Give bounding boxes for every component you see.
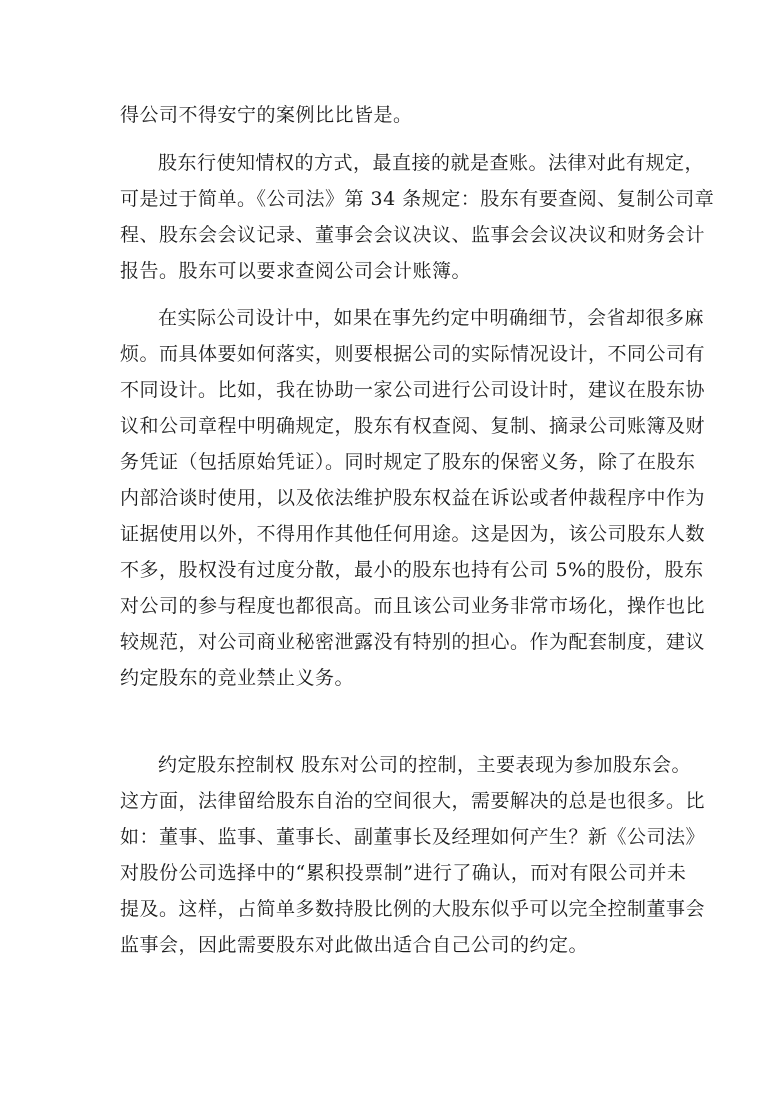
text-line: 对股份公司选择中的“累积投票制”进行了确认，而对有限公司并未 — [120, 862, 687, 884]
text-line: 务凭证（包括原始凭证）。同时规定了股东的保密义务，除了在股东 — [120, 451, 696, 473]
text-line: 证据使用以外，不得用作其他任何用途。这是因为，该公司股东人数 — [120, 523, 706, 545]
text-line: 不同设计。比如，我在协助一家公司进行公司设计时，建议在股东协 — [120, 379, 706, 401]
text-line: 这方面，法律留给股东自治的空间很大，需要解决的总是也很多。比 — [120, 790, 706, 812]
text-line: 约定股东的竞业禁止义务。 — [120, 667, 355, 689]
text-line: 对公司的参与程度也都很高。而且该公司业务非常市场化，操作也比 — [120, 595, 706, 617]
text-line: 可是过于简单。《公司法》第 34 条规定：股东有要查阅、复制公司章 — [120, 188, 715, 210]
paragraph-control-rights — [120, 747, 706, 963]
text-line: 约定股东控制权 股东对公司的控制，主要表现为参加股东会。 — [158, 754, 692, 776]
paragraph-continuation — [120, 97, 660, 133]
text-line: 不多，股权没有过度分散，最小的股东也持有公司 5%的股份，股东 — [120, 559, 704, 581]
text-line: 议和公司章程中明确规定，股东有权查阅、复制、摘录公司账簿及财 — [120, 415, 706, 437]
text-line: 如：董事、监事、董事长、副董事长及经理如何产生？新《公司法》 — [120, 826, 706, 848]
text-line: 提及。这样，占简单多数持股比例的大股东似乎可以完全控制董事会 — [120, 898, 706, 920]
text-line: 程、股东会会议记录、董事会会议决议、监事会会议决议和财务会计 — [120, 224, 706, 246]
text-line: 在实际公司设计中，如果在事先约定中明确细节，会省却很多麻 — [158, 307, 705, 329]
text-line: 报告。股东可以要求查阅公司会计账簿。 — [120, 260, 472, 282]
text-line: 较规范，对公司商业秘密泄露没有特别的担心。作为配套制度，建议 — [120, 631, 706, 653]
paragraph-company-design — [120, 300, 706, 696]
text-line: 得公司不得安宁的案例比比皆是。 — [120, 104, 413, 126]
text-line: 股东行使知情权的方式，最直接的就是查账。法律对此有规定， — [158, 152, 705, 174]
text-line: 内部洽谈时使用，以及依法维护股东权益在诉讼或者仲裁程序中作为 — [120, 487, 706, 509]
text-line: 烦。而具体要如何落实，则要根据公司的实际情况设计，不同公司有 — [120, 343, 706, 365]
text-line: 监事会，因此需要股东对此做出适合自己公司的约定。 — [120, 934, 589, 956]
paragraph-shareholder-rights — [120, 145, 715, 289]
